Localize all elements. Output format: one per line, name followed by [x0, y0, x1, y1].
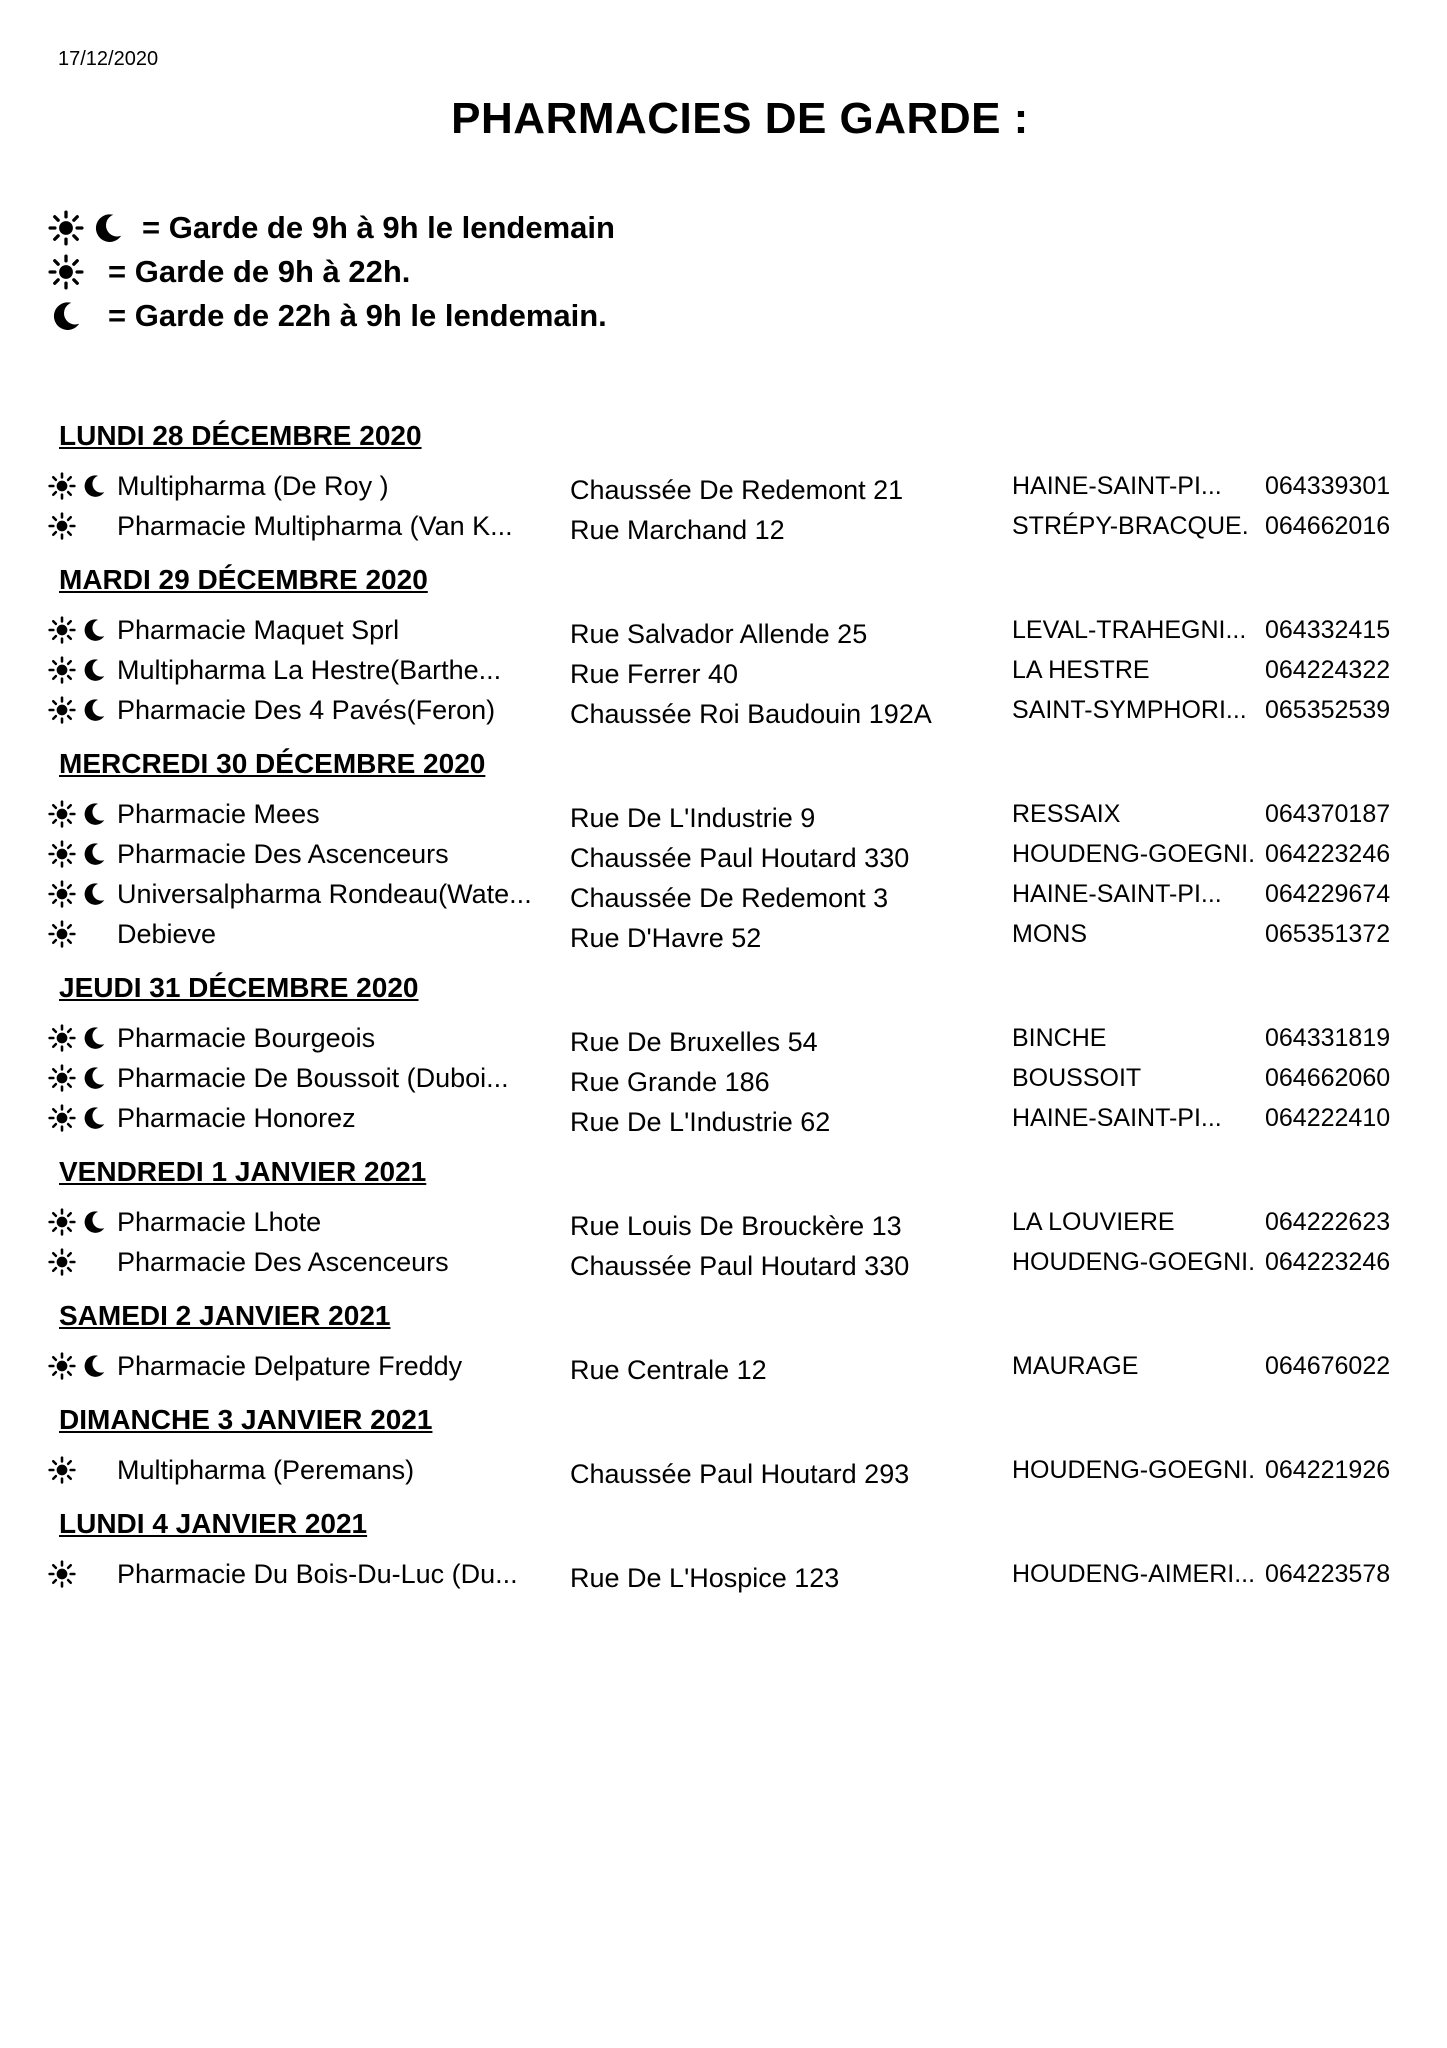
pharmacy-name: Pharmacie Honorez — [117, 1103, 356, 1133]
pharmacy-row — [0, 874, 1447, 914]
pharmacy-phone: 064676022 — [1265, 1352, 1391, 1380]
pharmacy-phone: 064224322 — [1265, 656, 1391, 684]
pharmacy-phone: 064222410 — [1265, 1104, 1391, 1132]
pharmacy-city: LA HESTRE — [1012, 656, 1150, 684]
pharmacy-address: Rue D'Havre 52 — [570, 923, 762, 953]
pharmacy-row — [0, 914, 1447, 954]
pharmacy-city: MONS — [1012, 920, 1087, 948]
moon-icon — [80, 656, 108, 684]
sun-icon — [48, 1064, 76, 1092]
legend-text: = Garde de 22h à 9h le lendemain. — [108, 298, 607, 333]
pharmacy-phone: 064332415 — [1265, 616, 1391, 644]
sun-icon — [48, 920, 76, 948]
pharmacy-row — [0, 1098, 1447, 1138]
pharmacy-list — [0, 1554, 1447, 1594]
pharmacy-row — [0, 506, 1447, 546]
pharmacy-name: Pharmacie Multipharma (Van K... — [117, 511, 513, 541]
moon-icon — [80, 880, 108, 908]
day-section — [0, 1396, 1447, 1490]
sun-icon — [48, 1248, 76, 1276]
day-heading: JEUDI 31 DÉCEMBRE 2020 — [59, 972, 419, 1003]
pharmacy-city: LA LOUVIERE — [1012, 1208, 1175, 1236]
pharmacy-phone: 064223578 — [1265, 1560, 1391, 1588]
moon-icon — [48, 298, 84, 334]
pharmacy-address: Rue De L'Hospice 123 — [570, 1563, 840, 1593]
pharmacy-city: BINCHE — [1012, 1024, 1107, 1052]
duty-icons — [48, 690, 118, 730]
day-section — [0, 556, 1447, 730]
pharmacy-address: Chaussée De Redemont 3 — [570, 883, 889, 913]
pharmacy-city: HAINE-SAINT-PI... — [1012, 472, 1222, 500]
pharmacy-phone: 064222623 — [1265, 1208, 1391, 1236]
pharmacy-row — [0, 466, 1447, 506]
pharmacy-address: Rue De L'Industrie 62 — [570, 1107, 831, 1137]
legend-text: = Garde de 9h à 22h. — [108, 254, 411, 289]
moon-icon — [80, 1104, 108, 1132]
sun-icon — [48, 512, 76, 540]
moon-icon — [80, 800, 108, 828]
pharmacy-name: Pharmacie Maquet Sprl — [117, 615, 400, 645]
pharmacy-city: HOUDENG-GOEGNI. — [1012, 1456, 1256, 1484]
sun-icon — [48, 616, 76, 644]
duty-icons — [48, 506, 118, 546]
legend-item — [48, 294, 615, 338]
pharmacy-row — [0, 1018, 1447, 1058]
day-heading: VENDREDI 1 JANVIER 2021 — [59, 1156, 427, 1187]
pharmacy-name: Debieve — [117, 919, 217, 949]
sun-icon — [48, 696, 76, 724]
pharmacy-phone: 065351372 — [1265, 920, 1391, 948]
day-heading: MERCREDI 30 DÉCEMBRE 2020 — [59, 748, 486, 779]
page-title: PHARMACIES DE GARDE : — [451, 94, 1029, 143]
moon-icon — [80, 1352, 108, 1380]
pharmacy-phone: 064662016 — [1265, 512, 1391, 540]
pharmacy-list — [0, 1450, 1447, 1490]
sun-icon — [48, 1352, 76, 1380]
legend-icons — [48, 210, 132, 246]
sun-icon — [48, 800, 76, 828]
pharmacy-row — [0, 1202, 1447, 1242]
duty-icons — [48, 466, 118, 506]
day-heading: LUNDI 4 JANVIER 2021 — [59, 1508, 368, 1539]
pharmacy-name: Pharmacie De Boussoit (Duboi... — [117, 1063, 509, 1093]
pharmacy-row — [0, 1554, 1447, 1594]
pharmacy-name: Pharmacie Mees — [117, 799, 320, 829]
sun-icon — [48, 880, 76, 908]
duty-icons — [48, 610, 118, 650]
pharmacy-city: HOUDENG-GOEGNI. — [1012, 840, 1256, 868]
pharmacy-list — [0, 1018, 1447, 1138]
moon-icon — [80, 1208, 108, 1236]
pharmacy-name: Universalpharma Rondeau(Wate... — [117, 879, 532, 909]
pharmacy-phone: 064339301 — [1265, 472, 1391, 500]
duty-icons — [48, 1346, 118, 1386]
pharmacy-phone: 064223246 — [1265, 840, 1391, 868]
pharmacy-city: HAINE-SAINT-PI... — [1012, 880, 1222, 908]
pharmacy-name: Pharmacie Bourgeois — [117, 1023, 376, 1053]
pharmacy-row — [0, 794, 1447, 834]
pharmacy-row — [0, 1450, 1447, 1490]
pharmacy-name: Pharmacie Des Ascenceurs — [117, 1247, 449, 1277]
duty-icons — [48, 914, 118, 954]
pharmacy-name: Pharmacie Des 4 Pavés(Feron) — [117, 695, 496, 725]
pharmacy-phone: 064229674 — [1265, 880, 1391, 908]
sun-icon — [48, 1024, 76, 1052]
pharmacy-city: RESSAIX — [1012, 800, 1121, 828]
pharmacy-name: Multipharma (Peremans) — [117, 1455, 415, 1485]
day-heading: DIMANCHE 3 JANVIER 2021 — [59, 1404, 433, 1435]
pharmacy-address: Chaussée Paul Houtard 330 — [570, 1251, 910, 1281]
pharmacy-name: Multipharma La Hestre(Barthe... — [117, 655, 502, 685]
pharmacy-city: LEVAL-TRAHEGNI... — [1012, 616, 1247, 644]
page-date: 17/12/2020 — [58, 48, 159, 70]
pharmacy-list — [0, 794, 1447, 954]
day-heading: MARDI 29 DÉCEMBRE 2020 — [59, 564, 428, 595]
pharmacy-list — [0, 1346, 1447, 1386]
pharmacy-phone: 065352539 — [1265, 696, 1391, 724]
sun-icon — [48, 840, 76, 868]
pharmacy-row — [0, 690, 1447, 730]
duty-icons — [48, 1242, 118, 1282]
sun-icon — [48, 1208, 76, 1236]
pharmacy-address: Chaussée Paul Houtard 293 — [570, 1459, 910, 1489]
sun-icon — [48, 210, 84, 246]
duty-icons — [48, 1554, 118, 1594]
pharmacy-address: Rue De Bruxelles 54 — [570, 1027, 818, 1057]
pharmacy-phone: 064223246 — [1265, 1248, 1391, 1276]
sun-icon — [48, 254, 84, 290]
pharmacy-city: HOUDENG-GOEGNI. — [1012, 1248, 1256, 1276]
pharmacy-city: BOUSSOIT — [1012, 1064, 1142, 1092]
moon-icon — [90, 210, 126, 246]
day-heading: LUNDI 28 DÉCEMBRE 2020 — [59, 420, 422, 451]
legend-icons — [48, 298, 98, 334]
schedule — [0, 412, 1447, 1604]
day-section — [0, 1292, 1447, 1386]
sun-icon — [48, 1104, 76, 1132]
legend-text: = Garde de 9h à 9h le lendemain — [142, 210, 615, 245]
moon-icon — [80, 840, 108, 868]
moon-icon — [80, 696, 108, 724]
pharmacy-name: Pharmacie Du Bois-Du-Luc (Du... — [117, 1559, 518, 1589]
duty-icons — [48, 1018, 118, 1058]
legend-icons — [48, 254, 98, 290]
pharmacy-address: Rue Salvador Allende 25 — [570, 619, 868, 649]
pharmacy-phone: 064331819 — [1265, 1024, 1391, 1052]
day-section — [0, 740, 1447, 954]
moon-icon — [80, 1064, 108, 1092]
legend — [48, 206, 615, 338]
pharmacy-row — [0, 1058, 1447, 1098]
sun-icon — [48, 472, 76, 500]
pharmacy-row — [0, 1242, 1447, 1282]
duty-icons — [48, 1450, 118, 1490]
pharmacy-city: STRÉPY-BRACQUE. — [1012, 512, 1249, 540]
pharmacy-address: Chaussée Paul Houtard 330 — [570, 843, 910, 873]
pharmacy-phone: 064221926 — [1265, 1456, 1391, 1484]
pharmacy-address: Rue Centrale 12 — [570, 1355, 767, 1385]
day-section — [0, 412, 1447, 546]
duty-icons — [48, 794, 118, 834]
legend-item — [48, 250, 615, 294]
pharmacy-list — [0, 466, 1447, 546]
pharmacy-name: Pharmacie Lhote — [117, 1207, 322, 1237]
pharmacy-list — [0, 610, 1447, 730]
day-section — [0, 1500, 1447, 1594]
duty-icons — [48, 1202, 118, 1242]
duty-icons — [48, 874, 118, 914]
duty-icons — [48, 1058, 118, 1098]
pharmacy-name: Pharmacie Delpature Freddy — [117, 1351, 463, 1381]
duty-icons — [48, 834, 118, 874]
pharmacy-address: Chaussée Roi Baudouin 192A — [570, 699, 932, 729]
pharmacy-address: Rue De L'Industrie 9 — [570, 803, 816, 833]
pharmacy-address: Rue Ferrer 40 — [570, 659, 739, 689]
pharmacy-row — [0, 650, 1447, 690]
moon-icon — [80, 616, 108, 644]
pharmacy-city: MAURAGE — [1012, 1352, 1139, 1380]
duty-icons — [48, 650, 118, 690]
moon-icon — [80, 472, 108, 500]
pharmacy-list — [0, 1202, 1447, 1282]
pharmacy-name: Pharmacie Des Ascenceurs — [117, 839, 449, 869]
pharmacy-address: Chaussée De Redemont 21 — [570, 475, 904, 505]
pharmacy-city: SAINT-SYMPHORI... — [1012, 696, 1247, 724]
day-section — [0, 964, 1447, 1138]
pharmacy-row — [0, 610, 1447, 650]
pharmacy-phone: 064370187 — [1265, 800, 1391, 828]
pharmacy-city: HAINE-SAINT-PI... — [1012, 1104, 1222, 1132]
moon-icon — [80, 1024, 108, 1052]
pharmacy-address: Rue Louis De Brouckère 13 — [570, 1211, 902, 1241]
pharmacy-address: Rue Grande 186 — [570, 1067, 770, 1097]
legend-item — [48, 206, 615, 250]
pharmacy-address: Rue Marchand 12 — [570, 515, 785, 545]
day-heading: SAMEDI 2 JANVIER 2021 — [59, 1300, 391, 1331]
pharmacy-row — [0, 834, 1447, 874]
duty-icons — [48, 1098, 118, 1138]
sun-icon — [48, 1560, 76, 1588]
pharmacy-phone: 064662060 — [1265, 1064, 1391, 1092]
pharmacy-name: Multipharma (De Roy ) — [117, 471, 389, 501]
day-section — [0, 1148, 1447, 1282]
sun-icon — [48, 656, 76, 684]
pharmacy-row — [0, 1346, 1447, 1386]
pharmacy-city: HOUDENG-AIMERI... — [1012, 1560, 1256, 1588]
sun-icon — [48, 1456, 76, 1484]
